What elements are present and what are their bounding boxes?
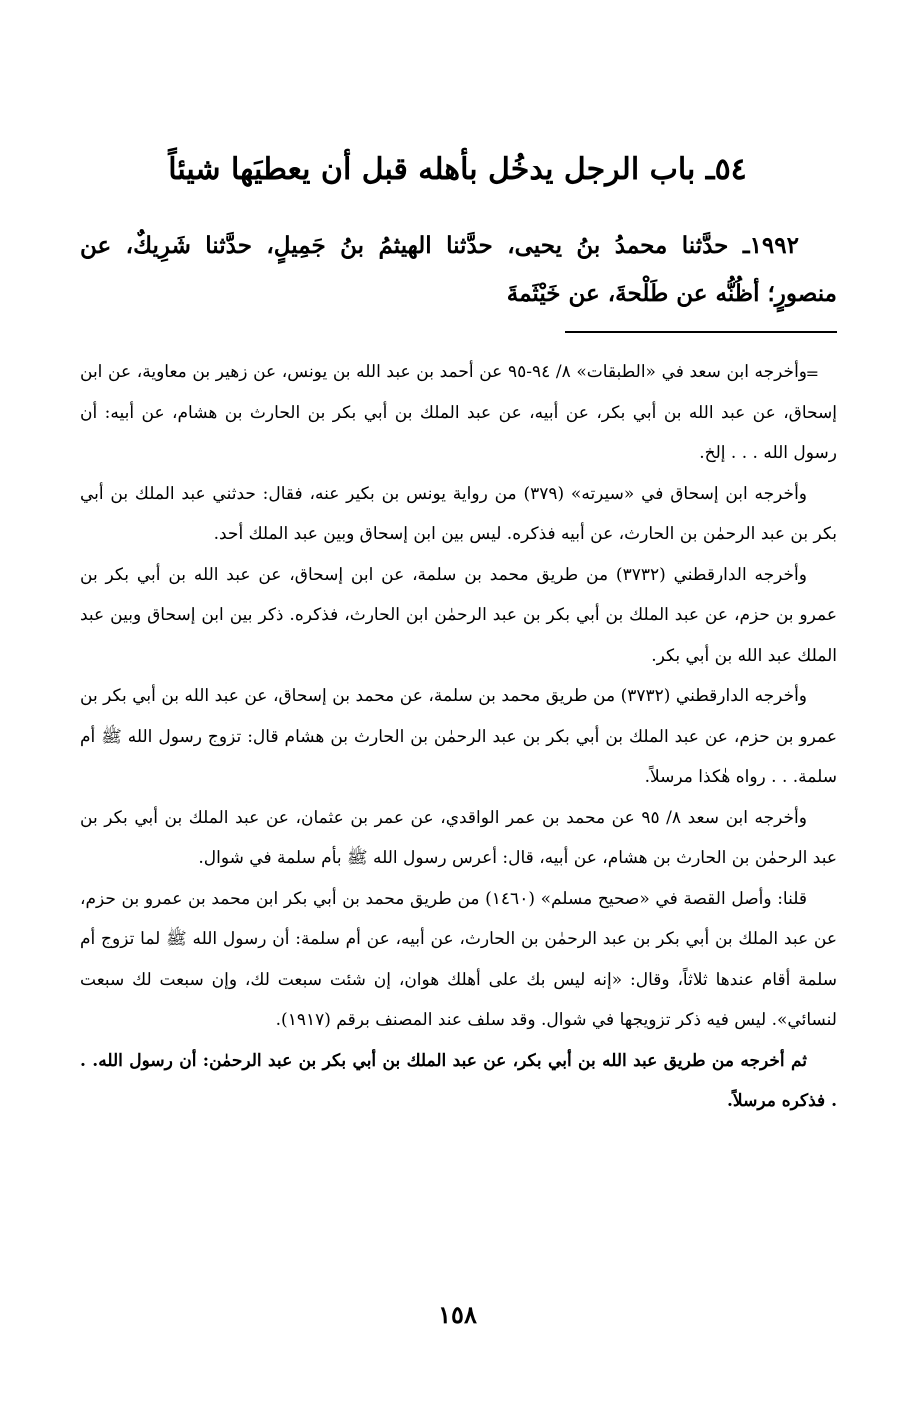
- page-number: ١٥٨: [438, 1300, 477, 1329]
- footnote-paragraph-2: وأخرجه ابن إسحاق في «سيرته» (٣٧٩) من رواية يونس بن بكير عنه، فقال: حدثني عبد الملك بن أبي بكر بن عبد الرحمٰن بن الحارث، عن أبيه فذكره. ليس بين ابن إسحاق وبين عبد الملك أحد.: [80, 483, 837, 544]
- footnote-divider: [565, 331, 837, 333]
- hadith-text-block: [80, 222, 837, 318]
- footnote-paragraph-5: وأخرجه ابن سعد ٨/ ٩٥ عن محمد بن عمر الواقدي، عن عمر بن عثمان، عن عبد الملك بن أبي بكر بن عبد الرحمٰن بن الحارث بن هشام، عن أبيه، قال: أعرس رسول الله ﷺ بأم سلمة في شوال.: [80, 807, 837, 868]
- footnote-paragraph-4: وأخرجه الدارقطني (٣٧٣٢) من طريق محمد بن سلمة، عن محمد بن إسحاق، عن عبد الله بن أبي بكر بن عمرو بن حزم، عن عبد الملك بن أبي بكر بن عبد الرحمٰن بن الحارث بن هشام قال: تزوج رسول الله ﷺ أم سلمة. . . رواه هٰكذا مرسلاً.: [80, 686, 837, 787]
- footnote-paragraph-3: وأخرجه الدارقطني (٣٧٣٢) من طريق محمد بن سلمة، عن ابن إسحاق، عن عبد الله بن أبي بكر بن عمرو بن حزم، عن عبد الملك بن أبي بكر بن عبد الرحمٰن ابن الحارث، فذكره. ذكر بين ابن إسحاق وبين عبد الملك عبد الله بن أبي بكر.: [80, 564, 837, 666]
- footnotes-block: [80, 352, 837, 1122]
- footnote-paragraph-1: وأخرجه ابن سعد في «الطبقات» ٨/ ٩٤-٩٥ عن أحمد بن عبد الله بن يونس، عن زهير بن معاوية، عن ابن إسحاق، عن عبد الله بن أبي بكر، عن أبيه، عن عبد الملك بن أبي بكر بن الحارث بن هشام، عن أبيه: أن رسول الله . . . إلخ.: [80, 362, 837, 463]
- footnote-paragraph-6: قلنا: وأصل القصة في «صحيح مسلم» (١٤٦٠) من طريق محمد بن أبي بكر ابن محمد بن عمرو بن حزم، عن عبد الملك بن أبي بكر بن عبد الرحمٰن بن الحارث، عن أبيه، عن أم سلمة: أن رسول الله ﷺ لما تزوج أم سلمة أقام عندها ثلاثاً، وقال: «إنه ليس بك على أهلك هوان، إن شئت سبعت لك، وإن سبعت لك سبعت لنسائي». ليس فيه ذكر تزويجها في شوال. وقد سلف عند المصنف برقم (١٩١٧).: [80, 888, 837, 1030]
- footnote-continuation-mark: =: [805, 364, 819, 383]
- footnote-paragraph-7: ثم أخرجه من طريق عبد الله بن أبي بكر، عن عبد الملك بن أبي بكر بن عبد الرحمٰن: أن رسول الله. . . فذكره مرسلاً.: [80, 1050, 837, 1111]
- chapter-title: ٥٤ـ باب الرجل يدخُل بأهله قبل أن يعطيَها شيئاً: [168, 152, 747, 187]
- hadith-text: ١٩٩٢ـ حدَّثنا محمدُ بنُ يحيى، حدَّثنا الهيثمُ بنُ جَمِيلٍ، حدَّثنا شَرِيكٌ، عن منصورٍ؛ أظُنُّه عن طَلْحةَ، عن خَيْثَمةَ: [80, 232, 837, 307]
